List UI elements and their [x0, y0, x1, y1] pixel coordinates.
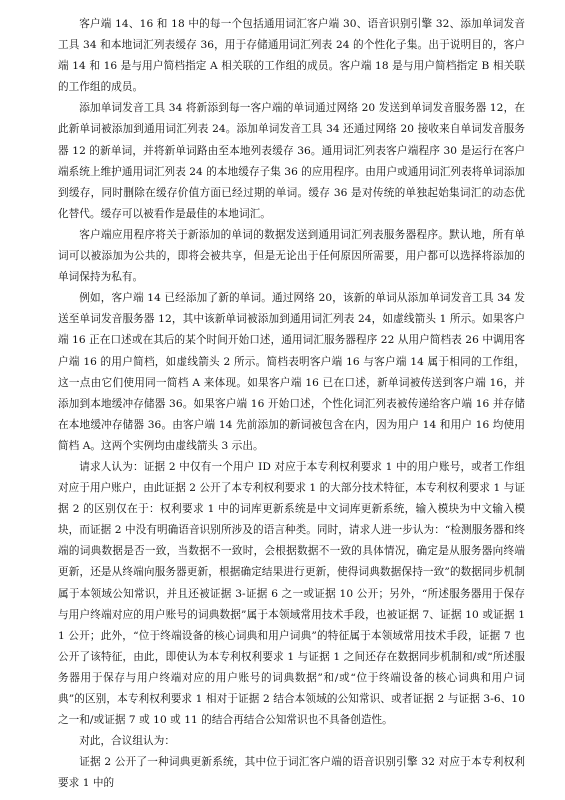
paragraph-client-structure: 客户端 14、16 和 18 中的每一个包括通用词汇客户端 30、语音识别引擎 32、添加单词发音工具 34 和本地词汇列表缓存 36，用于存储通用词汇列表 24 的个性化子集。出于说明目的，客户端 14 和 16 是与用户简档指定 A 相关联的工作组的成员。客户端 18 是与用户简档指定 B 相关联的工作组的成员。: [58, 18, 525, 94]
paragraph-example: 例如，客户端 14 已经添加了新的单词。通过网络 20，该新的单词从添加单词发音工具 34 发送至单词发音服务器 12，其中该新单词被添加到通用词汇列表 24，如虚线箭头 1 所示。如果客户端 16 正在口述或在其后的某个时间开始口述，通用词汇服务器程序 22 从用户简档表 26 中调用客户端 16 的用户简档，如虚线箭头 2 所示。简档表明客户端 16 与客户端 14 属于相同的工作组，这一点由它们使用同一简档 A 来体现。如果客户端 16 已在口述，新单词被传送到客户端 16，并添加到本地缓冲存储器 36。如果客户端 16 开始口述，个性化词汇列表被传递给客户端 16 并存储在本地缓冲存储器 36。由客户端 14 先前添加的新词被包含在内，因为用户 14 和用户 16 均使用简档 A。这两个实例均由虚线箭头 3 示出。: [58, 292, 525, 452]
paragraph-panel-opinion-heading: 对此，合议组认为：: [79, 735, 175, 748]
paragraph-evidence-2-analysis: 证据 2 公开了一种词典更新系统，其中位于词汇客户端的语音识别引擎 32 对应于本专利权利要求 1 中的: [58, 756, 525, 790]
paragraph-requester-argument: 请求人认为：证据 2 中仅有一个用户 ID 对应于本专利权利要求 1 中的用户账号，或者工作组对应于用户账户，由此证据 2 公开了本专利权利要求 1 的大部分技术特征，本专利权利要求 1 与证据 2 的区别仅在于：权利要求 1 中的词库更新系统是中文词库更新系统，输入模块为中文输入模块，而证据 2 中没有明确语音识别所涉及的语言种类。同时，请求人进一步认为：“检测服务器和终端的词典数据是否一致，当数据不一致时，会根据数据不一致的具体情况，确定是从服务器向终端更新，还是从终端向服务器更新，根据确定结果进行更新，使得词典数据保持一致”的数据同步机制属于本领域公知常识，并且还被证据 3-证据 6 之一或证据 10 公开；另外，“所述服务器用于保存与用户终端对应的用户账号的词典数据”属于本领域常用技术手段，也被证据 7、证据 10 或证据 11 公开；此外，“位于终端设备的核心词典和用户词典”的特征属于本领域常用技术手段，证据 7 也公开了该特征，由此，即使认为本专利权利要求 1 与证据 1 之间还存在数据同步机制和/或“所述服务器用于保存与用户终端对应的用户账号的词典数据”和/或“位于终端设备的核心词典和用户词典”的区别，本专利权利要求 1 相对于证据 2 结合本领域的公知常识、或者证据 2 与证据 3-6、10 之一和/或证据 7 或 10 或 11 的结合再结合公知常识也不具备创造性。: [58, 460, 525, 727]
paragraph-add-word-tool: 添加单词发音工具 34 将新添到每一客户端的单词通过网络 20 发送到单词发音服务器 12，在此新单词被添加到通用词汇列表 24。添加单词发音工具 34 还通过网络 20 接收来自单词发音服务器 12 的新单词，并将新单词路由至本地列表缓存 36。通用词汇列表客户端程序 30 是运行在客户端系统上维护通用词汇列表 24 的本地缓存子集 36 的应用程序。由用户或通用词汇列表将单词添加到缓存，同时删除在缓存价值方面已经过期的单词。缓存 36 是对传统的单独起始集词汇的动态优化替代。缓存可以被看作是最佳的本地词汇。: [58, 102, 525, 220]
paragraph-public-private-words: 客户端应用程序将关于新添加的单词的数据发送到通用词汇列表服务器程序。默认地，所有单词可以被添加为公共的，即将会被共享，但是无论出于任何原因所需要，用户都可以选择将添加的单词保持为私有。: [58, 228, 525, 284]
